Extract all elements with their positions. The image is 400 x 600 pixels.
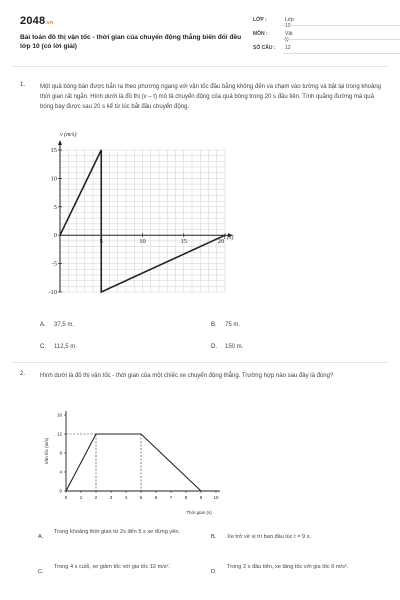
logo-main: 2048 — [20, 15, 46, 27]
q1-option-d[interactable] — [211, 344, 243, 350]
y-axis-arrow — [58, 140, 62, 145]
document-header — [0, 0, 400, 62]
y-tick-label: -10 — [48, 289, 57, 296]
option-text: 75 m. — [225, 322, 241, 328]
option-letter: B. — [211, 534, 217, 540]
x-tick-label: 10 — [213, 495, 219, 500]
y-tick-label: 12 — [56, 431, 62, 437]
meta-value: Lớp 10 — [285, 17, 294, 29]
option-letter: C. — [38, 569, 44, 575]
y-tick-label: 16 — [56, 412, 62, 418]
q1-option-a[interactable] — [40, 322, 74, 328]
logo-suffix: .vn — [45, 20, 54, 26]
y-tick-label: 10 — [50, 175, 57, 183]
chart2-xlabel: Thời gian (s) — [186, 510, 212, 515]
option-text: Xe trở về vị trí ban đầu lúc t = 9 s. — [227, 534, 312, 540]
site-logo[interactable] — [20, 15, 53, 27]
chart2-guides — [66, 434, 141, 491]
chart2-ylabel: Vận tốc (m/s) — [44, 437, 49, 465]
x-tick-label: 10 — [139, 238, 146, 246]
option-letter: D. — [211, 569, 217, 575]
header-divider — [12, 66, 388, 67]
meta-value: 12 — [285, 45, 291, 51]
q1-option-c[interactable] — [40, 344, 77, 350]
x-tick-label: 15 — [180, 238, 187, 246]
chart2-series — [66, 434, 201, 491]
meta-underline — [283, 53, 400, 54]
x-tick-label: 6 — [154, 495, 158, 500]
x-tick-label: 7 — [169, 495, 173, 500]
chart1-ylabel: v (m/s) — [60, 132, 77, 138]
velocity-series-line — [66, 434, 201, 491]
option-letter: B. — [211, 322, 217, 328]
velocity-time-chart-1 — [40, 128, 240, 300]
y-tick-label: 8 — [59, 450, 62, 456]
chart2-ticks — [57, 413, 219, 500]
chart2-axes — [66, 411, 220, 491]
x-tick-label: 5 — [99, 238, 103, 246]
option-text: 150 m. — [225, 344, 244, 350]
x-tick-label: 5 — [139, 495, 143, 500]
option-text: Trong 2 s đầu tiên, xe tăng tốc với gia tốc 6 m/s². — [227, 564, 349, 570]
meta-value: Vật lý — [285, 31, 293, 43]
y-tick-label: -5 — [51, 260, 57, 268]
question-divider — [12, 362, 388, 363]
option-letter: C. — [40, 344, 46, 350]
x-tick-label: 3 — [109, 495, 113, 500]
option-text: Trong khoảng thời gian từ 2s đến 5 s xe đứng yên. — [54, 529, 181, 535]
chart1-ticks — [48, 147, 225, 296]
q1-option-b[interactable] — [211, 322, 240, 328]
meta-underline — [283, 39, 400, 40]
option-letter: A. — [38, 534, 44, 540]
x-tick-label: 8 — [184, 495, 188, 500]
option-letter: D. — [211, 344, 217, 350]
y-tick-label: 0 — [59, 488, 62, 494]
meta-underline — [283, 25, 400, 26]
x-tick-label: 4 — [124, 495, 128, 500]
meta-key: MÔN : — [253, 31, 268, 37]
x-tick-label: 1 — [79, 495, 83, 500]
y-tick-label: 15 — [50, 147, 57, 154]
document-title: Bài toán đồ thị vận tốc - thời gian của chuyển động thẳng biến đổi đều lớp 10 (có lời giải) — [20, 34, 242, 50]
x-tick-label: 9 — [199, 495, 203, 500]
y-tick-label: 4 — [59, 469, 62, 475]
chart1-xlabel: t (s) — [224, 235, 234, 241]
x-tick-label: 2 — [94, 495, 98, 500]
question-1-number: 1. — [20, 82, 26, 88]
x-tick-label: 0 — [64, 495, 68, 500]
y-tick-label: 5 — [53, 203, 57, 211]
x-tick-label: 20 — [217, 238, 225, 246]
y-tick-label: 0 — [53, 232, 57, 240]
option-letter: A. — [40, 322, 46, 328]
question-1-text: Một quả bóng bàn được bắn ra theo phương ngang với vận tốc đầu bằng không đến va chạm vào tường và bật lại trong khoảng thời gian rất ngắn. Hình dưới là đồ thị (v – t) mô tả chuyển động của quả bóng trong 20 s đầu tiên. Tính quãng đường mà quả bóng bay được sau 20 s kể từ lúc bắt đầu chuyển động. — [40, 84, 382, 110]
option-text: 37,5 m. — [54, 322, 75, 328]
meta-key: LỚP : — [253, 17, 267, 23]
velocity-time-chart-2 — [38, 405, 228, 517]
option-text: Trong 4 s cuối, xe giảm tốc với gia tốc 12 m/s². — [54, 564, 171, 570]
chart1-grid — [60, 150, 225, 292]
question-2-text: Hình dưới là đồ thị vận tốc - thời gian của một chiếc xe chuyển động thẳng. Trường hợp nào sau đây là đúng? — [40, 373, 334, 379]
option-text: 112,5 m. — [54, 344, 77, 350]
meta-key: SỐ CÂU : — [253, 45, 276, 51]
question-2-number: 2. — [20, 371, 26, 377]
